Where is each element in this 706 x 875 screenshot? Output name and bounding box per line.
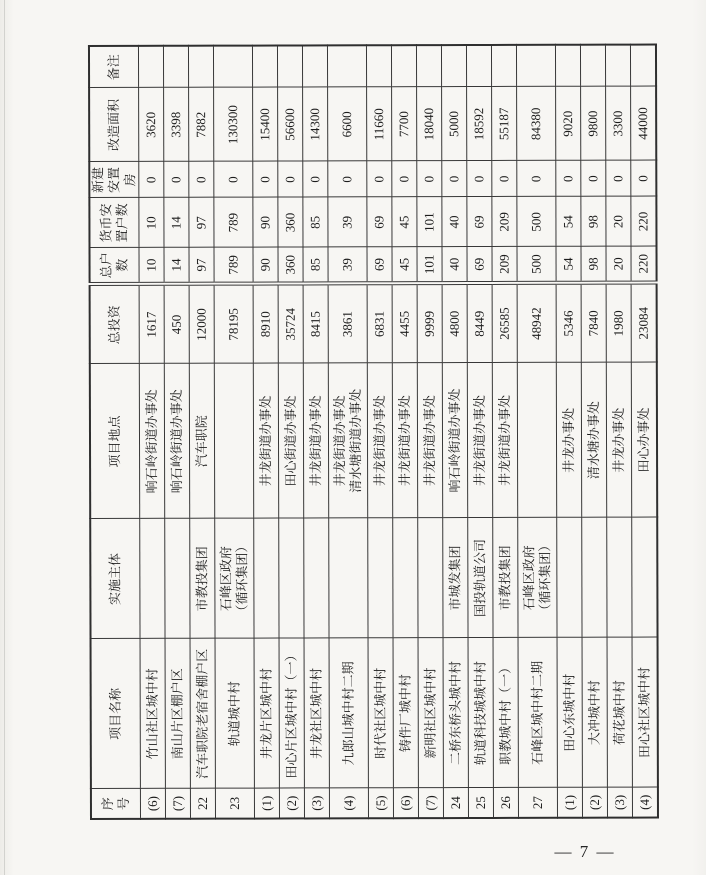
cell-investment: 5346 <box>556 283 581 363</box>
cell-new_housing: 0 <box>391 161 416 197</box>
cell-seq: (7) <box>418 788 443 818</box>
cell-investment: 450 <box>164 284 189 364</box>
cell-investment: 4455 <box>392 283 417 363</box>
cell-seq: (4) <box>329 788 368 818</box>
cell-entity: 国投轨道公司 <box>467 518 492 638</box>
cell-new_housing: 0 <box>516 161 555 197</box>
cell-investment: 26585 <box>492 283 517 363</box>
projects-table <box>88 44 659 820</box>
column-header-remarks: 备注 <box>89 46 138 88</box>
cell-name: 九郎山城中村二期 <box>329 638 368 788</box>
page-number: — 7 — <box>554 842 616 861</box>
cell-investment: 1617 <box>139 284 164 364</box>
cell-renovation_area: 3300 <box>605 87 630 161</box>
cell-seq: 27 <box>518 788 557 818</box>
cell-location: 井龙街道办事处 <box>392 363 417 518</box>
cell-location: 井龙街道办事处 <box>367 363 392 518</box>
cell-new_housing: 0 <box>213 162 252 198</box>
cell-new_housing: 0 <box>252 162 277 198</box>
cell-households: 85 <box>303 247 328 283</box>
cell-renovation_area: 7700 <box>391 87 416 161</box>
cell-entity: 市教投集团 <box>492 518 517 638</box>
cell-remarks <box>630 45 656 87</box>
cell-name: 竹山社区城中村 <box>140 639 165 789</box>
cell-new_housing: 0 <box>302 161 327 197</box>
cell-new_housing: 0 <box>441 161 466 197</box>
cell-entity <box>278 518 303 638</box>
cell-new_housing: 0 <box>277 161 302 197</box>
cell-entity <box>303 518 328 638</box>
cell-remarks <box>213 46 252 88</box>
cell-name: 井龙社区城中村 <box>304 638 329 788</box>
column-header-investment: 总投资 <box>90 284 139 364</box>
cell-cash_households: 500 <box>516 197 555 247</box>
cell-investment: 35724 <box>278 283 303 363</box>
cell-households: 789 <box>214 248 253 284</box>
cell-location: 井龙办事处 <box>556 363 581 518</box>
cell-seq: (2) <box>582 788 607 818</box>
cell-households: 209 <box>492 247 517 283</box>
cell-entity <box>139 519 164 639</box>
cell-name: 荷花城中村 <box>607 638 632 788</box>
table-row <box>366 45 393 818</box>
table-row <box>391 45 418 818</box>
cell-seq: (2) <box>279 788 304 818</box>
cell-location: 田心办事处 <box>631 363 657 518</box>
column-header-seq: 序号 <box>91 789 140 819</box>
cell-name: 轨道城中村 <box>215 639 254 789</box>
cell-name: 大冲城中村 <box>582 638 607 788</box>
cell-remarks <box>188 46 213 88</box>
cell-households: 69 <box>367 247 392 283</box>
cell-location: 响石岭街道办事处 <box>442 363 467 518</box>
table-row <box>441 45 468 818</box>
cell-cash_households: 10 <box>138 198 163 248</box>
cell-location: 响石岭街道办事处 <box>139 364 164 519</box>
cell-location: 清水塘办事处 <box>581 363 606 518</box>
cell-cash_households: 85 <box>302 197 327 247</box>
cell-renovation_area: 14300 <box>302 87 327 161</box>
cell-location: 田心街道办事处 <box>278 363 303 518</box>
cell-investment: 8415 <box>303 283 328 363</box>
cell-cash_households: 45 <box>391 197 416 247</box>
cell-seq: (6) <box>393 788 418 818</box>
cell-households: 10 <box>139 248 164 284</box>
cell-entity <box>631 518 657 638</box>
cell-investment: 23084 <box>631 283 657 363</box>
cell-name: 汽车职院老宿舍棚户区 <box>190 639 215 789</box>
table-row <box>630 45 658 818</box>
table-row <box>188 46 215 819</box>
cell-entity <box>417 518 442 638</box>
cell-name: 职教城中村（一） <box>493 638 518 788</box>
cell-location: 响石岭街道办事处 <box>164 364 189 519</box>
cell-new_housing: 0 <box>466 161 491 197</box>
cell-cash_households: 209 <box>491 197 516 247</box>
cell-investment: 9999 <box>417 283 442 363</box>
cell-renovation_area: 55187 <box>491 87 516 161</box>
cell-new_housing: 0 <box>327 161 366 197</box>
table-row <box>277 45 304 818</box>
cell-entity <box>606 518 631 638</box>
cell-cash_households: 39 <box>327 197 366 247</box>
table-row <box>213 46 254 819</box>
cell-renovation_area: 84380 <box>516 87 555 161</box>
cell-entity <box>367 518 392 638</box>
cell-renovation_area: 56600 <box>277 87 302 161</box>
cell-households: 54 <box>556 247 581 283</box>
cell-cash_households: 101 <box>416 197 441 247</box>
cell-households: 14 <box>164 248 189 284</box>
cell-remarks <box>466 45 491 87</box>
cell-investment: 3861 <box>328 283 367 363</box>
cell-name: 二桥东桥头城中村 <box>443 638 468 788</box>
cell-renovation_area: 9800 <box>580 87 605 161</box>
rotated-table-container <box>88 44 659 820</box>
cell-entity <box>164 519 189 639</box>
cell-cash_households: 97 <box>188 198 213 248</box>
cell-location: 井龙街道办事处 <box>467 363 492 518</box>
cell-seq: (6) <box>140 789 165 819</box>
table-row <box>580 45 607 818</box>
cell-remarks <box>555 45 580 87</box>
table-row <box>466 45 493 818</box>
cell-seq: (3) <box>607 788 632 818</box>
cell-name: 田心社区城中村 <box>632 638 658 788</box>
column-header-renovation_area: 改造面积 <box>89 88 138 162</box>
cell-renovation_area: 5000 <box>441 87 466 161</box>
cell-entity <box>328 518 367 638</box>
cell-new_housing: 0 <box>138 162 163 198</box>
cell-entity: 市城发集团 <box>442 518 467 638</box>
cell-seq: 23 <box>215 789 254 819</box>
cell-cash_households: 14 <box>163 198 188 248</box>
cell-entity: 市教投集团 <box>189 519 214 639</box>
table-row <box>163 46 190 819</box>
cell-name: 石峰区城中村二期 <box>518 638 557 788</box>
cell-households: 90 <box>253 248 278 284</box>
cell-new_housing: 0 <box>491 161 516 197</box>
cell-entity <box>253 519 278 639</box>
cell-name: 田心东城中村 <box>557 638 582 788</box>
cell-investment: 6831 <box>367 283 392 363</box>
cell-remarks <box>138 46 163 88</box>
cell-renovation_area: 44000 <box>630 87 656 161</box>
cell-seq: (3) <box>304 788 329 818</box>
cell-new_housing: 0 <box>416 161 441 197</box>
cell-households: 20 <box>606 247 631 283</box>
cell-seq: (7) <box>165 789 190 819</box>
cell-location: 井龙街道办事处 <box>253 364 278 519</box>
cell-remarks <box>416 45 441 87</box>
cell-entity <box>556 518 581 638</box>
cell-new_housing: 0 <box>580 161 605 197</box>
table-row <box>555 45 582 818</box>
cell-entity <box>581 518 606 638</box>
cell-seq: (4) <box>632 788 658 818</box>
cell-seq: (1) <box>254 789 279 819</box>
cell-cash_households: 54 <box>555 197 580 247</box>
cell-location: 井龙街道办事处 <box>303 363 328 518</box>
cell-entity: 石峰区政府 （循环集团） <box>214 519 253 639</box>
cell-seq: (1) <box>557 788 582 818</box>
cell-households: 39 <box>328 247 367 283</box>
cell-name: 田心片区城中村（一） <box>279 638 304 788</box>
scan-edge-line <box>4 0 5 875</box>
table-row <box>416 45 443 818</box>
cell-remarks <box>491 45 516 87</box>
cell-renovation_area: 3398 <box>163 88 188 162</box>
cell-cash_households: 98 <box>580 197 605 247</box>
cell-cash_households: 789 <box>213 198 252 248</box>
column-header-entity: 实施主体 <box>90 519 139 639</box>
cell-remarks <box>277 45 302 87</box>
cell-remarks <box>252 46 277 88</box>
cell-entity <box>392 518 417 638</box>
cell-households: 360 <box>278 247 303 283</box>
cell-location: 井龙办事处 <box>606 363 631 518</box>
cell-new_housing: 0 <box>605 161 630 197</box>
cell-investment: 48942 <box>517 283 556 363</box>
cell-remarks <box>605 45 630 87</box>
table-row <box>252 46 279 819</box>
cell-remarks <box>580 45 605 87</box>
cell-cash_households: 90 <box>252 198 277 248</box>
cell-renovation_area: 11660 <box>366 87 391 161</box>
cell-renovation_area: 7882 <box>188 88 213 162</box>
table-row <box>491 45 518 818</box>
cell-remarks <box>516 45 555 87</box>
cell-seq: 22 <box>190 789 215 819</box>
cell-renovation_area: 9020 <box>555 87 580 161</box>
cell-remarks <box>327 45 366 87</box>
column-header-households: 总户数 <box>90 248 139 284</box>
cell-location: 汽车职院 <box>189 364 214 519</box>
table-row <box>605 45 632 818</box>
cell-renovation_area: 18592 <box>466 87 491 161</box>
cell-renovation_area: 18040 <box>416 87 441 161</box>
cell-remarks <box>163 46 188 88</box>
cell-name: 时代社区城中村 <box>368 638 393 788</box>
cell-seq: 26 <box>493 788 518 818</box>
cell-cash_households: 40 <box>441 197 466 247</box>
cell-investment: 8449 <box>467 283 492 363</box>
cell-households: 97 <box>189 248 214 284</box>
cell-households: 500 <box>517 247 556 283</box>
cell-renovation_area: 3620 <box>138 88 163 162</box>
table-row <box>302 45 329 818</box>
cell-investment: 1980 <box>606 283 631 363</box>
cell-cash_households: 360 <box>277 197 302 247</box>
cell-name: 轨道科技城城中村 <box>468 638 493 788</box>
cell-investment: 7840 <box>581 283 606 363</box>
cell-households: 98 <box>581 247 606 283</box>
cell-new_housing: 0 <box>188 162 213 198</box>
header-row <box>89 46 140 819</box>
column-header-cash_households: 货币安 置户数 <box>89 198 138 248</box>
cell-investment: 8910 <box>253 284 278 364</box>
cell-location: 井龙街道办事处 清水塘街道办事处 <box>328 363 367 518</box>
cell-entity: 石峰区政府 （循环集团） <box>517 518 556 638</box>
cell-new_housing: 0 <box>366 161 391 197</box>
cell-location: 井龙街道办事处 <box>417 363 442 518</box>
table-row <box>327 45 368 818</box>
cell-renovation_area: 130300 <box>213 88 252 162</box>
cell-households: 45 <box>392 247 417 283</box>
cell-households: 40 <box>442 247 467 283</box>
cell-households: 69 <box>467 247 492 283</box>
column-header-new_housing: 新建 安置房 <box>89 162 138 198</box>
cell-remarks <box>441 45 466 87</box>
cell-location <box>517 363 556 518</box>
cell-location: 井龙街道办事处 <box>492 363 517 518</box>
cell-seq: 24 <box>443 788 468 818</box>
cell-location <box>214 364 253 519</box>
table-row <box>516 45 557 818</box>
cell-renovation_area: 15400 <box>252 88 277 162</box>
cell-remarks <box>391 45 416 87</box>
cell-investment: 12000 <box>189 284 214 364</box>
table-row <box>138 46 165 819</box>
cell-seq: 25 <box>468 788 493 818</box>
cell-households: 101 <box>417 247 442 283</box>
column-header-location: 项目地点 <box>90 364 139 519</box>
cell-name: 铸件厂城中村 <box>393 638 418 788</box>
cell-households: 220 <box>631 247 657 283</box>
cell-cash_households: 69 <box>466 197 491 247</box>
cell-cash_households: 20 <box>605 197 630 247</box>
cell-renovation_area: 6600 <box>327 87 366 161</box>
cell-name: 南山片区棚户区 <box>165 639 190 789</box>
cell-investment: 78195 <box>214 284 253 364</box>
cell-remarks <box>302 45 327 87</box>
cell-name: 新明社区城中村 <box>418 638 443 788</box>
cell-investment: 4800 <box>442 283 467 363</box>
cell-new_housing: 0 <box>163 162 188 198</box>
cell-new_housing: 0 <box>630 161 656 197</box>
cell-seq: (5) <box>368 788 393 818</box>
cell-cash_households: 220 <box>630 197 656 247</box>
cell-name: 井龙片区城中村 <box>254 639 279 789</box>
cell-cash_households: 69 <box>366 197 391 247</box>
column-header-name: 项目名称 <box>91 639 140 789</box>
cell-new_housing: 0 <box>555 161 580 197</box>
cell-remarks <box>366 45 391 87</box>
